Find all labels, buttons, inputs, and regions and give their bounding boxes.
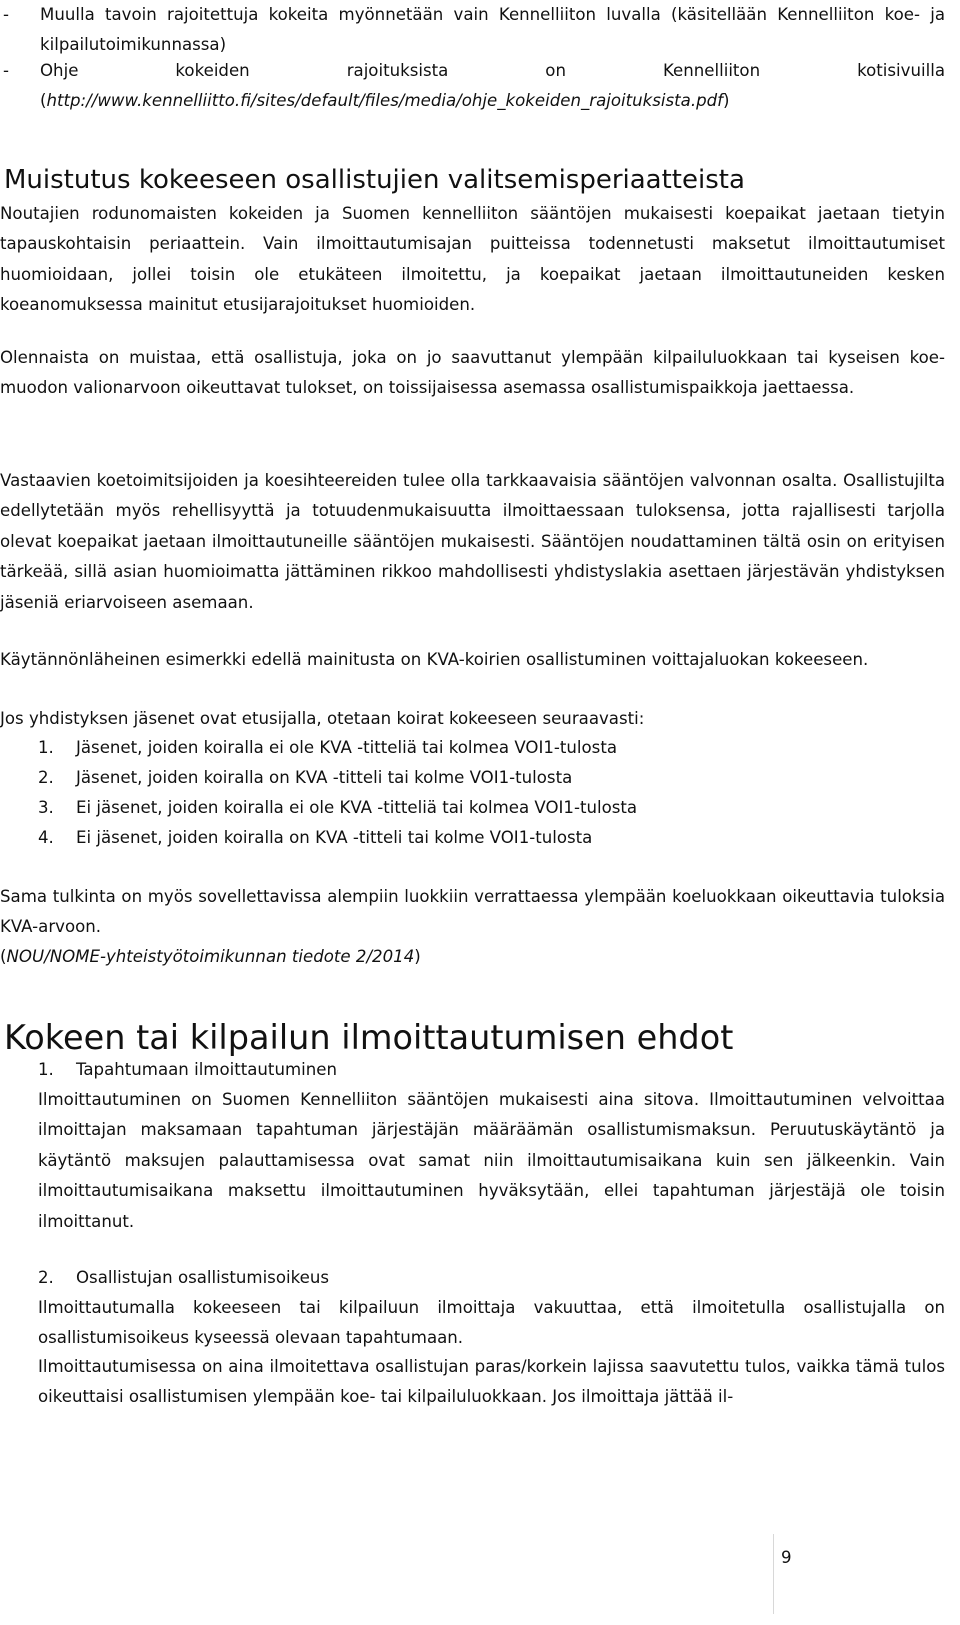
paragraph: Olennaista on muistaa, että osallistuja, joka on jo saavuttanut ylempään kilpailuluokkaan tai kyseisen koe-muodon valionarvoon oikeuttavat tulokset, on toissijaisessa asemassa osallistumispaikkoja jaettaessa. (0, 348, 945, 398)
paragraph: Noutajien rodunomaisten kokeiden ja Suomen kennelliiton sääntöjen mukaisesti koepaikat jaetaan tietyin tapauskohtaisin periaattein. Vain ilmoittautumisajan puitteissa todennetusti maksetut ilmoittautumiset huomioidaan, jollei toisin ole etukäteen ilmoitettu, ja koepaikat jaetaan ilmoittautuneiden kesken koeanomuksessa mainitut etusijarajoitukset huomioiden. (0, 204, 945, 315)
source-open: ( (0, 947, 7, 966)
list-text: Ei jäsenet, joiden koiralla ei ole KVA -titteliä tai kolmea VOI1-tulosta (76, 798, 638, 817)
bullet-text: Muulla tavoin rajoitettuja kokeita myönnetään vain Kennelliiton luvalla (käsitellään Kennelliiton koe- ja kilpailutoimikunnassa) (40, 5, 945, 54)
bullet-text (40, 56, 945, 116)
bullet-item (0, 0, 960, 60)
paragraph: Ilmoittautumisessa on aina ilmoitettava osallistujan paras/korkein lajissa saavutettu tulos, vaikka tämä tulos oikeuttaisi osallistumisen ylempään koe- tai kilpailuluokkaan. Jos ilmoittaja jättää il- (38, 1357, 945, 1407)
list-number: 2. (38, 1268, 54, 1287)
subheading-text: Osallistujan osallistumisoikeus (76, 1268, 329, 1287)
paragraph: Sama tulkinta on myös sovellettavissa alempiin luokkiin verrattaessa ylempään koeluokkaan oikeuttavia tuloksia KVA-arvoon. (0, 887, 945, 937)
paragraph: Ilmoittautumalla kokeeseen tai kilpailuun ilmoittaja vakuuttaa, että ilmoitetulla osallistujalla on osallistumisoikeus kyseessä olevaan tapahtumaan. (38, 1298, 945, 1348)
list-text: Ei jäsenet, joiden koiralla on KVA -titteli tai kolme VOI1-tulosta (76, 828, 593, 847)
page-number: 9 (781, 1548, 792, 1567)
subheading-text: Tapahtumaan ilmoittautuminen (76, 1060, 337, 1079)
source-citation: NOU/NOME-yhteistyötoimikunnan tiedote 2/2014 (6, 947, 415, 966)
paragraph: Vastaavien koetoimitsijoiden ja koesihteereiden tulee olla tarkkaavaisia sääntöjen valvonnan osalta. Osallistujilta edellytetään myös rehellisyyttä ja totuudenmukaisuutta ilmoittaessaan tuloksensa, jotta rajallisesti tarjolla olevat koepaikat jaetaan ilmoittautuneille sääntöjen mukaisesti. Sääntöjen noudattaminen tältä osin on erityisen tärkeää, sillä asian huomioimatta jättäminen rikkoo mahdollisesti yhdistyslakia asettaen järjestävän yhdistyksen jäseniä eriarvoiseen asemaan. (0, 471, 945, 612)
bullet-dash: - (3, 61, 9, 80)
bullet-dash: - (3, 5, 9, 24)
source-close: ) (414, 947, 421, 966)
list-text: Jäsenet, joiden koiralla on KVA -titteli tai kolme VOI1-tulosta (76, 768, 573, 787)
list-text: Jäsenet, joiden koiralla ei ole KVA -titteliä tai kolmea VOI1-tulosta (76, 738, 617, 757)
list-number: 2. (38, 768, 54, 787)
list-number: 4. (38, 828, 54, 847)
paragraph: Käytännönläheinen esimerkki edellä mainitusta on KVA-koirien osallistuminen voittajaluokan kokeeseen. (0, 650, 869, 669)
guideline-link[interactable]: http://www.kennelliitto.fi/sites/default/files/media/ohje_kokeiden_rajoituksista.pdf (46, 91, 724, 110)
section-heading: Muistutus kokeeseen osallistujien valitsemisperiaatteista (4, 165, 745, 195)
bullet-item (0, 56, 960, 116)
paragraph: Jos yhdistyksen jäsenet ovat etusijalla, otetaan koirat kokeeseen seuraavasti: (0, 709, 645, 728)
source-note (0, 942, 945, 972)
bullet-text-pre: Ohje kokeiden rajoituksista on Kennelliiton kotisivuilla ( (40, 61, 945, 110)
list-number: 3. (38, 798, 54, 817)
paragraph: Ilmoittautuminen on Suomen Kennelliiton sääntöjen mukaisesti aina sitova. Ilmoittautuminen velvoittaa ilmoittajan maksamaan tapahtuman järjestäjän määräämän osallistumismaksun. Peruutuskäytäntö ja käytäntö maksujen palauttamisessa ovat samat niin ilmoittautumisaikana kuin sen jälkeenkin. Vain ilmoittautumisaikana maksettu ilmoittautuminen hyväksytään, ellei tapahtuman järjestäjä ole toisin ilmoittanut. (38, 1090, 945, 1231)
bullet-text-post: ) (723, 91, 730, 110)
list-number: 1. (38, 738, 54, 757)
page-number-divider (773, 1534, 774, 1614)
list-number: 1. (38, 1060, 54, 1079)
section-heading: Kokeen tai kilpailun ilmoittautumisen ehdot (4, 1018, 734, 1057)
